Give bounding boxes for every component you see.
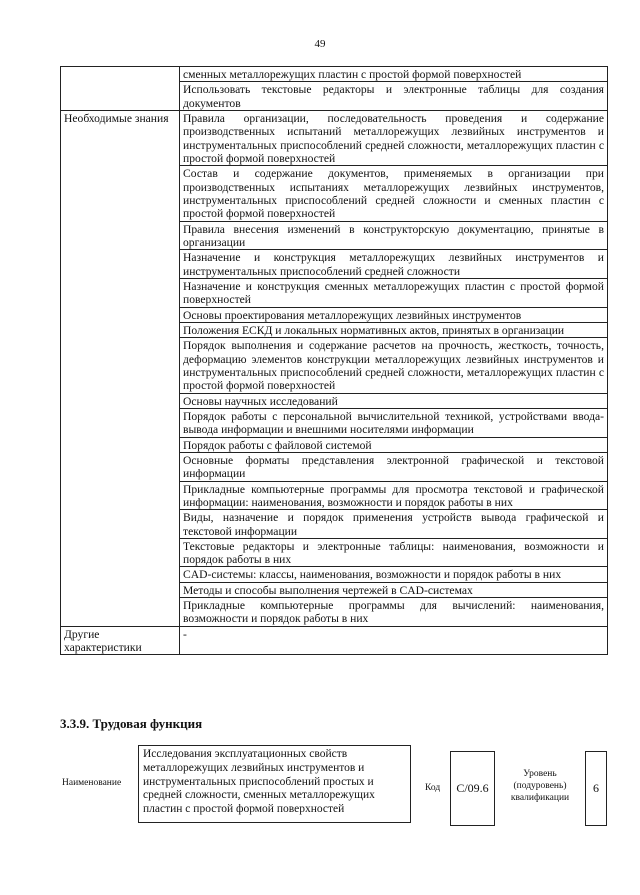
row-content-cell: Порядок работы с персональной вычислительной техникой, устройствами ввода-вывода информации и внешними носителями информации	[180, 408, 608, 437]
knowledge-table	[60, 66, 608, 655]
row-content-cell: Порядок работы с файловой системой	[180, 437, 608, 452]
qualification-level-label: Уровень (подуровень) квалификации	[510, 769, 570, 803]
section-title: 3.3.9. Трудовая функция	[60, 716, 203, 731]
row-content-cell: Прикладные компьютерные программы для просмотра текстовой и графической информации: наименования, возможности и порядок работы в них	[180, 481, 608, 510]
table-row	[61, 110, 608, 165]
function-name-box: Исследования эксплуатационных свойств металлорежущих лезвийных инструментов и инструментальных приспособлений простых и средней сложности, сменных металлорежущих пластин с простой формой поверхностей	[138, 745, 411, 823]
row-content-cell: -	[180, 626, 608, 655]
row-content-cell: Правила внесения изменений в конструкторскую документацию, принятые в организации	[180, 221, 608, 250]
row-content-cell: Методы и способы выполнения чертежей в CAD-системах	[180, 582, 608, 597]
code-value-box: C/09.6	[450, 751, 495, 826]
row-header-cell: Другие характеристики	[61, 626, 180, 655]
row-header-cell: Необходимые знания	[61, 110, 180, 626]
row-content-cell: Основы научных исследований	[180, 393, 608, 408]
row-header-cell	[61, 67, 180, 111]
row-content-cell: Основные форматы представления электронной графической и текстовой информации	[180, 452, 608, 481]
row-content-cell: Состав и содержание документов, применяемых в организации при производственных испытаниях металлорежущих лезвийных инструментов, инструментальных приспособлений средней сложности и сменных пластин с простой формой поверхностей	[180, 166, 608, 221]
page-number: 49	[314, 38, 326, 50]
row-content-cell: CAD-системы: классы, наименования, возможности и порядок работы в них	[180, 567, 608, 582]
row-content-cell: Правила организации, последовательность проведения и содержание производственных испытаний металлорежущих лезвийных инструментов и инструментальных приспособлений средней сложности, металлорежущих пластин с простой формой поверхностей	[180, 110, 608, 165]
table-row	[61, 67, 608, 82]
row-content-cell: Текстовые редакторы и электронные таблицы: наименования, возможности и порядок работы в них	[180, 538, 608, 567]
row-content-cell: Порядок выполнения и содержание расчетов на прочность, жесткость, точность, деформацию элементов конструкции металлорежущих лезвийных инструментов и инструментальных приспособлений средней сложности, металлорежущих пластин с простой формой поверхностей	[180, 338, 608, 393]
qualification-level-box: 6	[585, 751, 607, 826]
row-content-cell: Положения ЕСКД и локальных нормативных актов, принятых в организации	[180, 322, 608, 337]
table-row	[61, 626, 608, 655]
row-content-cell: Назначение и конструкция сменных металлорежущих пластин с простой формой поверхностей	[180, 278, 608, 307]
row-content-cell: Использовать текстовые редакторы и электронные таблицы для создания документов	[180, 82, 608, 111]
row-content-cell: Назначение и конструкция металлорежущих лезвийных инструментов и инструментальных приспособлений средней сложности	[180, 250, 608, 279]
code-label: Код	[425, 783, 441, 793]
row-content-cell: Основы проектирования металлорежущих лезвийных инструментов	[180, 307, 608, 322]
row-content-cell: сменных металлорежущих пластин с простой формой поверхностей	[180, 67, 608, 82]
row-content-cell: Прикладные компьютерные программы для вычислений: наименования, возможности и порядок работы в них	[180, 598, 608, 627]
name-label: Наименование	[62, 778, 122, 788]
row-content-cell: Виды, назначение и порядок применения устройств вывода графической и текстовой информации	[180, 510, 608, 539]
